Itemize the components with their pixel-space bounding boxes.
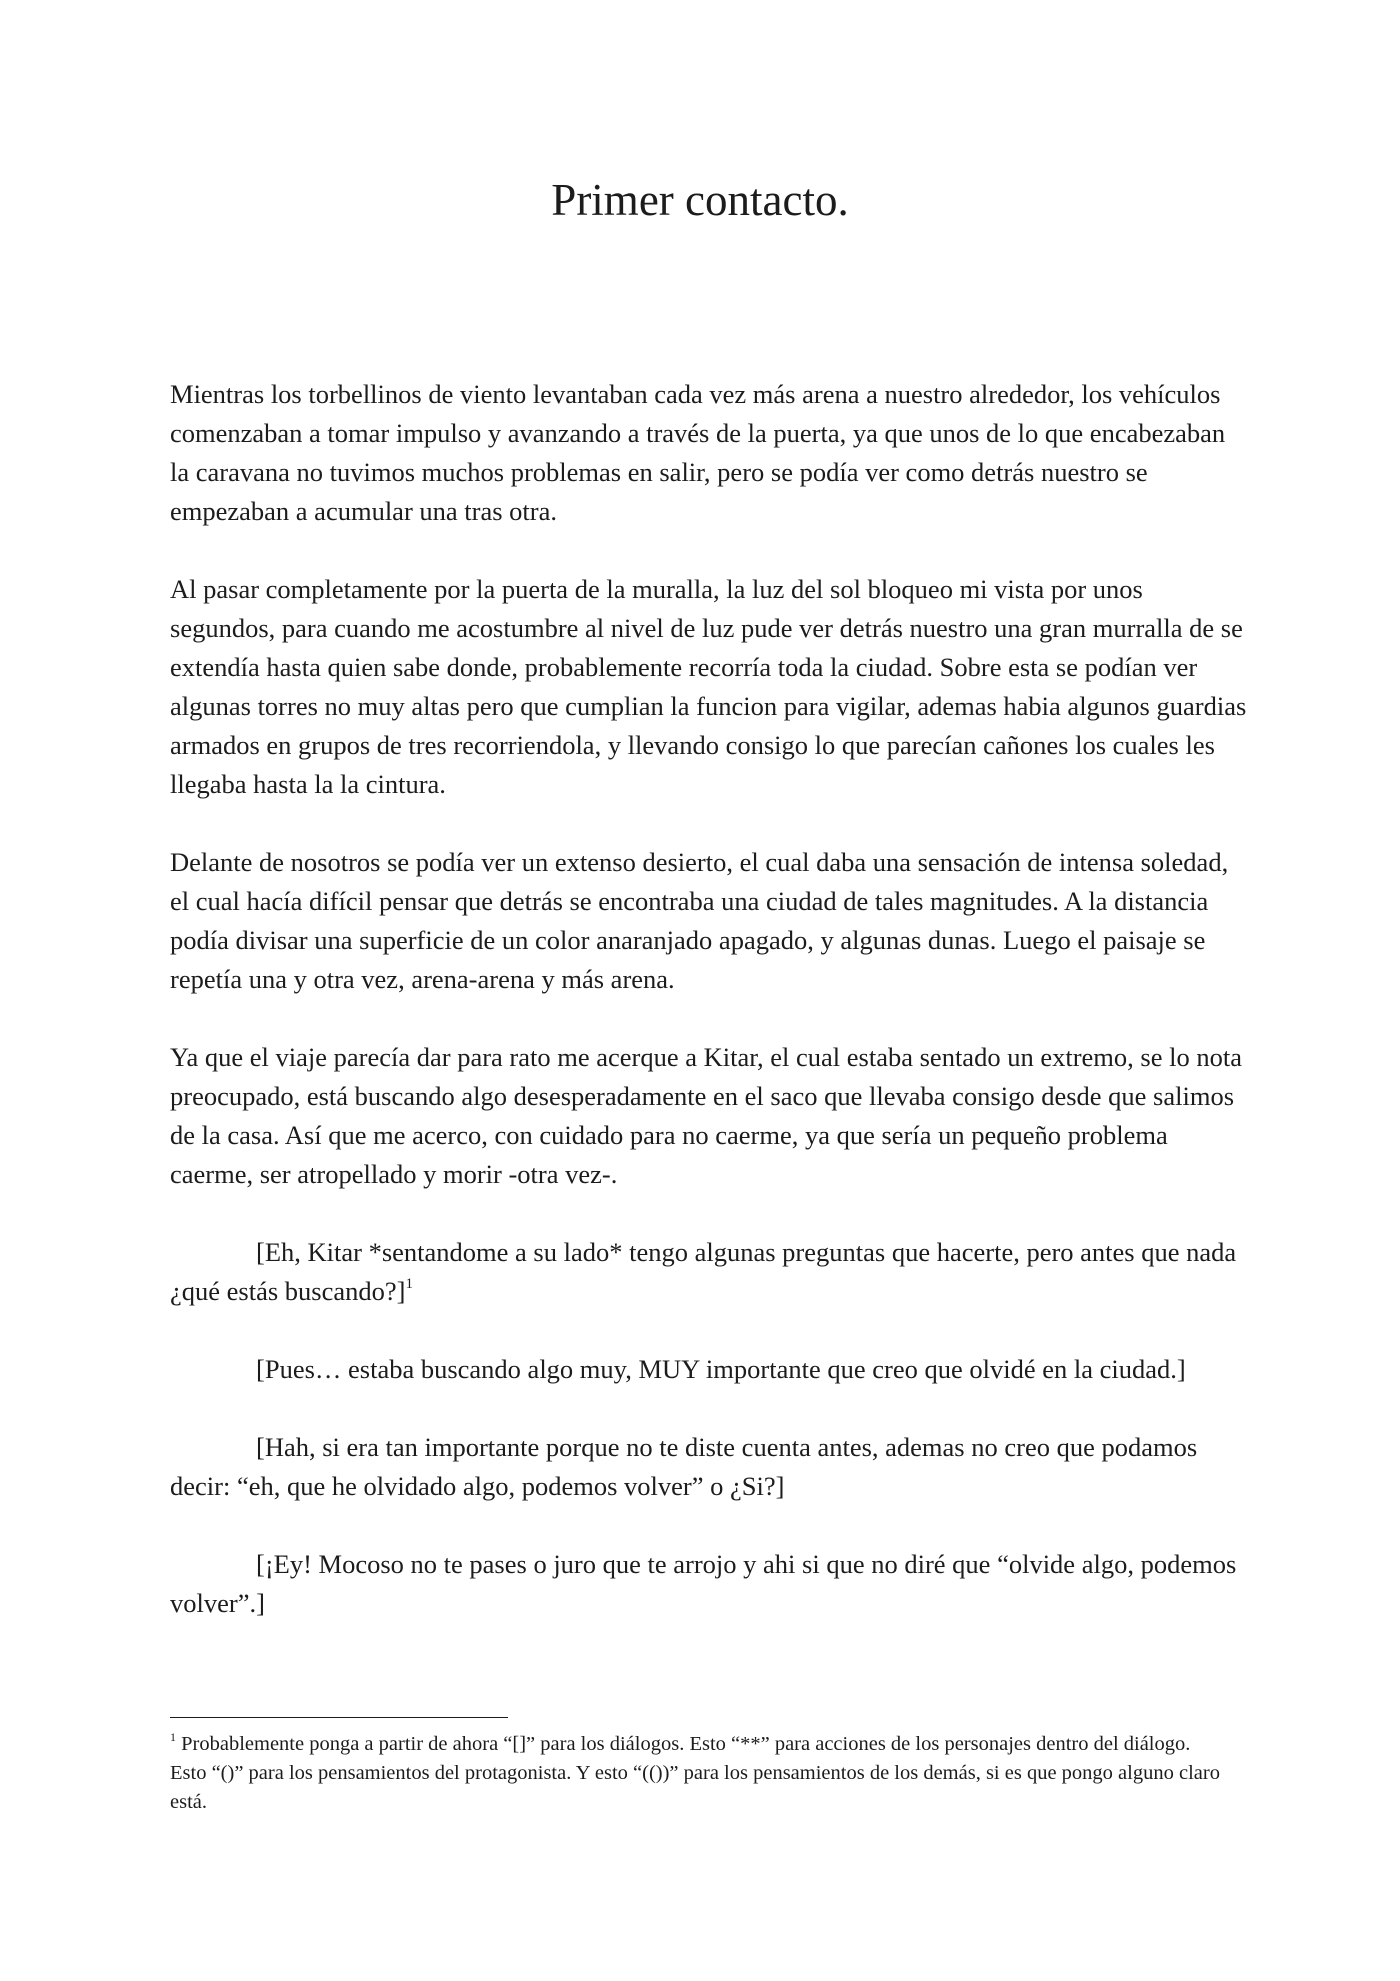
- paragraph: Al pasar completamente por la puerta de la muralla, la luz del sol bloqueo mi vista por unos segundos, para cuando me acostumbre al nivel de luz pude ver detrás nuestro una gran murralla de se extendía hasta quien sabe donde, probablemente recorría toda la ciudad. Sobre esta se podían ver algunas torres no muy altas pero que cumplian la funcion para vigilar, ademas habia algunos guardias armados en grupos de tres recorriendola, y llevando consigo lo que parecían cañones los cuales les llegaba hasta la la cintura.: [170, 574, 1247, 799]
- dialogue-line: [170, 1233, 1250, 1311]
- paragraph: Ya que el viaje parecía dar para rato me acerque a Kitar, el cual estaba sentado un extremo, se lo nota preocupado, está buscando algo desesperadamente en el saco que llevaba consigo desde que salimos de la casa. Así que me acerco, con cuidado para no caerme, ya que sería un pequeño problema caerme, ser atropellado y morir -otra vez-.: [170, 1042, 1242, 1189]
- paragraph: Delante de nosotros se podía ver un extenso desierto, el cual daba una sensación de intensa soledad, el cual hacía difícil pensar que detrás se encontraba una ciudad de tales magnitudes. A la distancia podía divisar una superficie de un color anaranjado apagado, y algunas dunas. Luego el paisaje se repetía una y otra vez, arena-arena y más arena.: [170, 847, 1229, 994]
- document-body: [170, 375, 1250, 1662]
- footnote-mark: 1: [170, 1730, 176, 1744]
- footnote-reference[interactable]: 1: [405, 1276, 413, 1292]
- dialogue-line: [170, 1545, 1250, 1623]
- dialogue-text: [Eh, Kitar *sentandome a su lado* tengo algunas preguntas que hacerte, pero antes que nada ¿qué estás buscando?]: [170, 1237, 1237, 1306]
- dialogue-text: [Hah, si era tan importante porque no te diste cuenta antes, ademas no creo que podamos decir: “eh, que he olvidado algo, podemos volver” o ¿Si?]: [170, 1432, 1198, 1501]
- dialogue-line: [170, 1428, 1250, 1506]
- dialogue-text: [Pues… estaba buscando algo muy, MUY importante que creo que olvidé en la ciudad.]: [256, 1354, 1186, 1384]
- footnote: [170, 1730, 1230, 1817]
- dialogue-text: [¡Ey! Mocoso no te pases o juro que te arrojo y ahi si que no diré que “olvide algo, podemos volver”.]: [170, 1549, 1237, 1618]
- footnote-text: Probablemente ponga a partir de ahora “[]” para los diálogos. Esto “**” para acciones de los personajes dentro del diálogo. Esto “()” para los pensamientos del protagonista. Y esto “(())” para los pensamientos de los demás, si es que pongo alguno claro está.: [170, 1733, 1220, 1813]
- paragraph: Mientras los torbellinos de viento levantaban cada vez más arena a nuestro alrededor, los vehículos comenzaban a tomar impulso y avanzando a través de la puerta, ya que unos de lo que encabezaban la caravana no tuvimos muchos problemas en salir, pero se podía ver como detrás nuestro se empezaban a acumular una tras otra.: [170, 379, 1226, 526]
- dialogue-line: [170, 1350, 1250, 1389]
- footnote-separator: [170, 1717, 508, 1718]
- page-title: Primer contacto.: [551, 175, 849, 225]
